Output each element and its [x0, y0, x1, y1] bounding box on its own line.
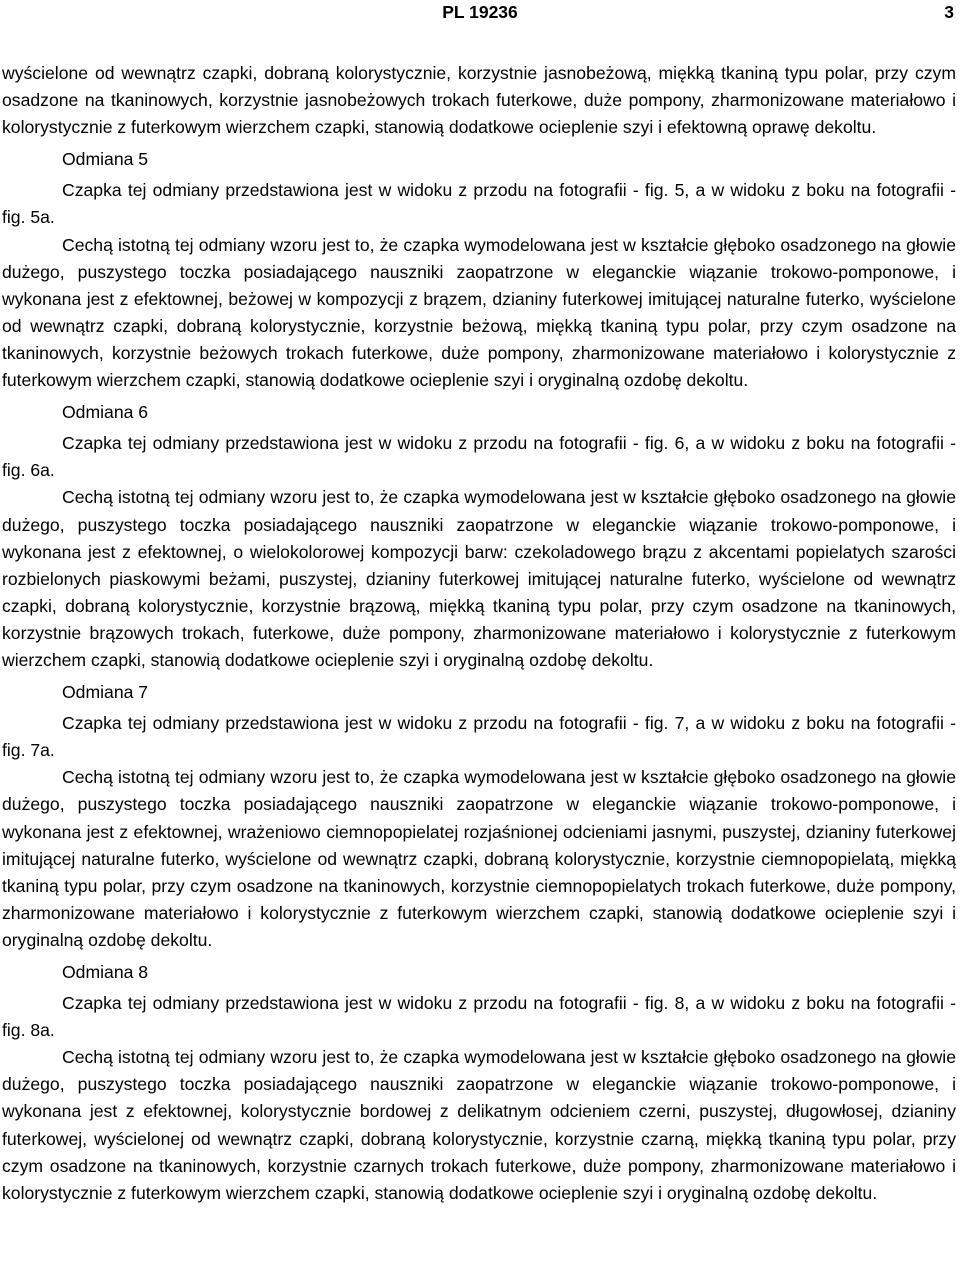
variant-heading: Odmiana 7 — [62, 682, 149, 703]
paragraph: Czapka tej odmiany przedstawiona jest w widoku z przodu na fotografii - fig. 5, a w widoku z boku na fotografii - fig. 5a. — [2, 180, 956, 228]
variant-heading: Odmiana 5 — [62, 149, 149, 170]
paragraph: Czapka tej odmiany przedstawiona jest w widoku z przodu na fotografii - fig. 7, a w widoku z boku na fotografii - fig. 7a. — [2, 713, 956, 761]
paragraph: Cechą istotną tej odmiany wzoru jest to, że czapka wymodelowana jest w kształcie głęboko osadzonego na głowie dużego, puszystego toczka posiadającego nauszniki zaopatrzone w eleganckie wiązanie trokowo-pomponowe, i wykonana jest z efektownej, kolorystycznie bordowej z delikatnym odcieniem czerni, puszystej, długowłosej, dzianiny futerkowej, wyścielonej od wewnątrz czapki, dobraną kolorystycznie, korzystnie czarną, miękką tkaniną typu polar, przy czym osadzone na tkaninowych, korzystnie czarnych trokach futerkowe, duże pompony, zharmonizowane materiałowo i kolorystycznie z futerkowym wierzchem czapki, stanowią dodatkowe ocieplenie szyi i oryginalną ozdobę dekoltu. — [2, 1047, 956, 1203]
document-body — [2, 60, 956, 1207]
paragraph: Czapka tej odmiany przedstawiona jest w widoku z przodu na fotografii - fig. 8, a w widoku z boku na fotografii - fig. 8a. — [2, 993, 956, 1041]
paragraph: wyścielone od wewnątrz czapki, dobraną kolorystycznie, korzystnie jasnobeżową, miękką tkaniną typu polar, przy czym osadzone na tkaninowych, korzystnie jasnobeżowych trokach futerkowe, duże pompony, zharmonizowane materiałowo i kolorystycznie z futerkowym wierzchem czapki, stanowią dodatkowe ocieplenie szyi i efektowną oprawę dekoltu. — [2, 63, 956, 138]
paragraph: Cechą istotną tej odmiany wzoru jest to, że czapka wymodelowana jest w kształcie głęboko osadzonego na głowie dużego, puszystego toczka posiadającego nauszniki zaopatrzone w eleganckie wiązanie trokowo-pomponowe, i wykonana jest z efektownej, beżowej w kompozycji z brązem, dzianiny futerkowej imitującej naturalne futerko, wyścielone od wewnątrz czapki, dobraną kolorystycznie, korzystnie beżową, miękką tkaniną typu polar, przy czym osadzone na tkaninowych, korzystnie beżowych trokach futerkowe, duże pompony, zharmonizowane materiałowo i kolorystycznie z futerkowym wierzchem czapki, stanowią dodatkowe ocieplenie szyi i oryginalną ozdobę dekoltu. — [2, 234, 956, 391]
page-header — [0, 2, 960, 26]
paragraph: Cechą istotną tej odmiany wzoru jest to, że czapka wymodelowana jest w kształcie głęboko osadzonego na głowie dużego, puszystego toczka posiadającego nauszniki zaopatrzone w eleganckie wiązanie trokowo-pomponowe, i wykonana jest z efektownej, o wielokolorowej kompozycji barw: czekoladowego brązu z akcentami popielatych szarości rozbielonych piaskowymi beżami, puszystej, dzianiny futerkowej imitującej naturalne futerko, wyścielone od wewnątrz czapki, dobraną kolorystycznie, korzystnie brązową, miękką tkaniną typu polar, przy czym osadzone na tkaninowych, korzystnie brązowych trokach, futerkowe, duże pompony, zharmonizowane materiałowo i kolorystycznie z futerkowym wierzchem czapki, stanowią dodatkowe ocieplenie szyi i oryginalną ozdobę dekoltu. — [2, 487, 956, 670]
document-id: PL 19236 — [442, 2, 518, 22]
variant-heading: Odmiana 8 — [62, 962, 149, 982]
paragraph: Cechą istotną tej odmiany wzoru jest to, że czapka wymodelowana jest w kształcie głęboko osadzonego na głowie dużego, puszystego toczka posiadającego nauszniki zaopatrzone w eleganckie wiązanie trokowo-pomponowe, i wykonana jest z efektownej, wrażeniowo ciemnopopielatej rozjaśnionej odcieniami jasnymi, puszystej, dzianiny futerkowej imitującej naturalne futerko, wyścielone od wewnątrz czapki, dobraną kolorystycznie, korzystnie ciemnopopielatą, miękką tkaniną typu polar, przy czym osadzone na tkaninowych, korzystnie ciemnopopielatych trokach futerkowe, duże pompony, zharmonizowane materiałowo i kolorystycznie z futerkowym wierzchem czapki, stanowią dodatkowe ocieplenie szyi i oryginalną ozdobę dekoltu. — [2, 767, 956, 950]
paragraph: Czapka tej odmiany przedstawiona jest w widoku z przodu na fotografii - fig. 6, a w widoku z boku na fotografii - fig. 6a. — [2, 433, 956, 481]
page-number: 3 — [944, 2, 954, 22]
variant-heading: Odmiana 6 — [62, 402, 149, 423]
